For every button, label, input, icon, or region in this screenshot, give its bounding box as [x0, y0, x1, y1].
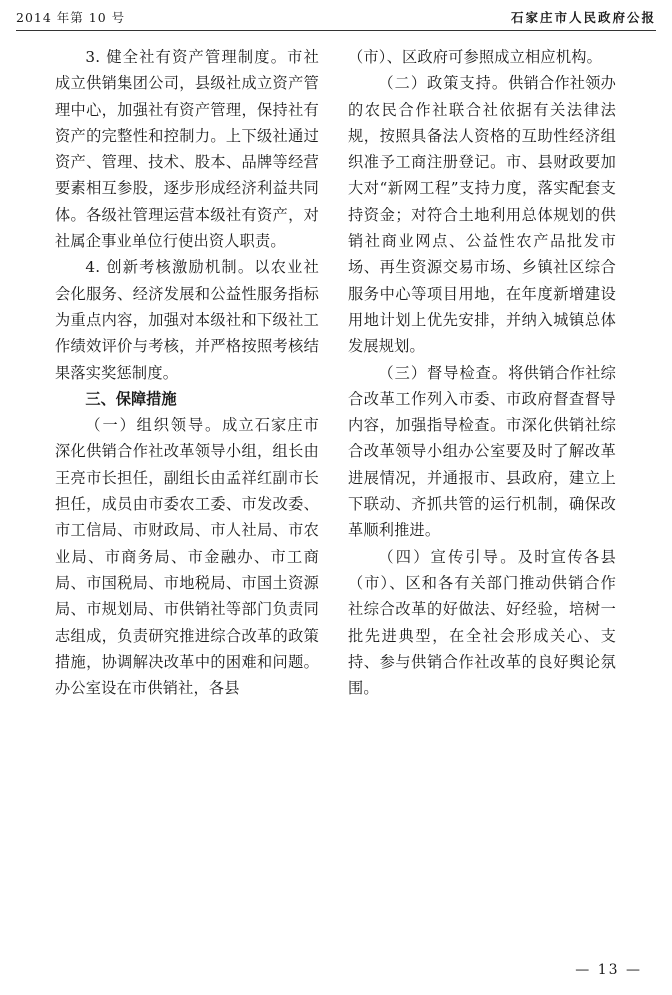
publicity-guidance-body: 及时宣传各县（市）、区和各有关部门推动供销合作社综合改革的好做法、好经验，培树一批先进典型，在全社会形成关心、支持、参与供销合作社改革的良好舆论氛围。 [348, 547, 617, 698]
policy-support-body: 供销合作社领办的农民合作社联合社依据有关法律法规，按照具备法人资格的互助性经济组织准予工商注册登记。市、县财政要加大对“新网工程”支持力度，落实配套支持资金；对符合土地利用总体规划的供销社商业网点、公益性农产品批发市场、再生资源交易市场、乡镇社区综合服务中心等项目用地，在年度新增建设用地计划上优先安排，并纳入城镇总体发展规划。 [348, 74, 617, 356]
subheading-publicity-guidance: （四）宣传引导。 [378, 547, 518, 566]
paragraph-organization-leadership [55, 412, 319, 701]
left-column [55, 44, 319, 701]
organization-leadership-body: 成立石家庄市深化供销合作社改革领导小组，组长由王亮市长担任，副组长由孟祥红副市长担任，成员由市委农工委、市发改委、市工信局、市财政局、市人社局、市农业局、市商务局、市金融办、市工商局、市国税局、市地税局、市国土资源局、市规划局、市供销社等部门负责同志组成，负责研究推进综合改革的政策措施，协调解决改革中的困难和问题。办公室设在市供销社，各县 [55, 416, 319, 698]
subheading-policy-support: （二）政策支持。 [378, 74, 509, 93]
paragraph-continued: （市）、区政府可参照成立相应机构。 [348, 48, 602, 66]
page-number: — 13 — [575, 962, 642, 978]
paragraph-policy-support [348, 70, 616, 359]
issue-label: 2014 年第 10 号 [16, 10, 126, 25]
right-column [348, 44, 616, 701]
paragraph-assessment-incentive: 4. 创新考核激励机制。以农业社会化服务、经济发展和公益性服务指标为重点内容，加强对本级社和下级社工作绩效评价与考核，并严格按照考核结果落实奖惩制度。 [55, 258, 319, 382]
publication-title: 石家庄市人民政府公报 [510, 10, 656, 25]
paragraph-asset-management: 3. 健全社有资产管理制度。市社成立供销集团公司，县级社成立资产管理中心，加强社有资产管理，保持社有资产的完整性和控制力。上下级社通过资产、管理、技术、股本、品牌等经营要素相互参股，逐步形成经济利益共同体。各级社管理运营本级社有资产，对社属企事业单位行使出资人职责。 [55, 48, 319, 251]
subheading-organization-leadership: （一）组织领导。 [85, 416, 223, 435]
paragraph-publicity-guidance [348, 544, 616, 702]
subheading-supervision-inspection: （三）督导检查。 [378, 363, 509, 382]
supervision-inspection-body: 将供销合作社综合改革工作列入市委、市政府督查督导内容，加强指导检查。市深化供销社综合改革领导小组办公室要及时了解改革进展情况，并通报市、县政府，建立上下联动、齐抓共管的运行机制，确保改革顺利推进。 [348, 363, 617, 540]
page-header [16, 6, 656, 31]
paragraph-supervision-inspection [348, 360, 616, 544]
section-heading-safeguards: 三、保障措施 [85, 389, 177, 408]
